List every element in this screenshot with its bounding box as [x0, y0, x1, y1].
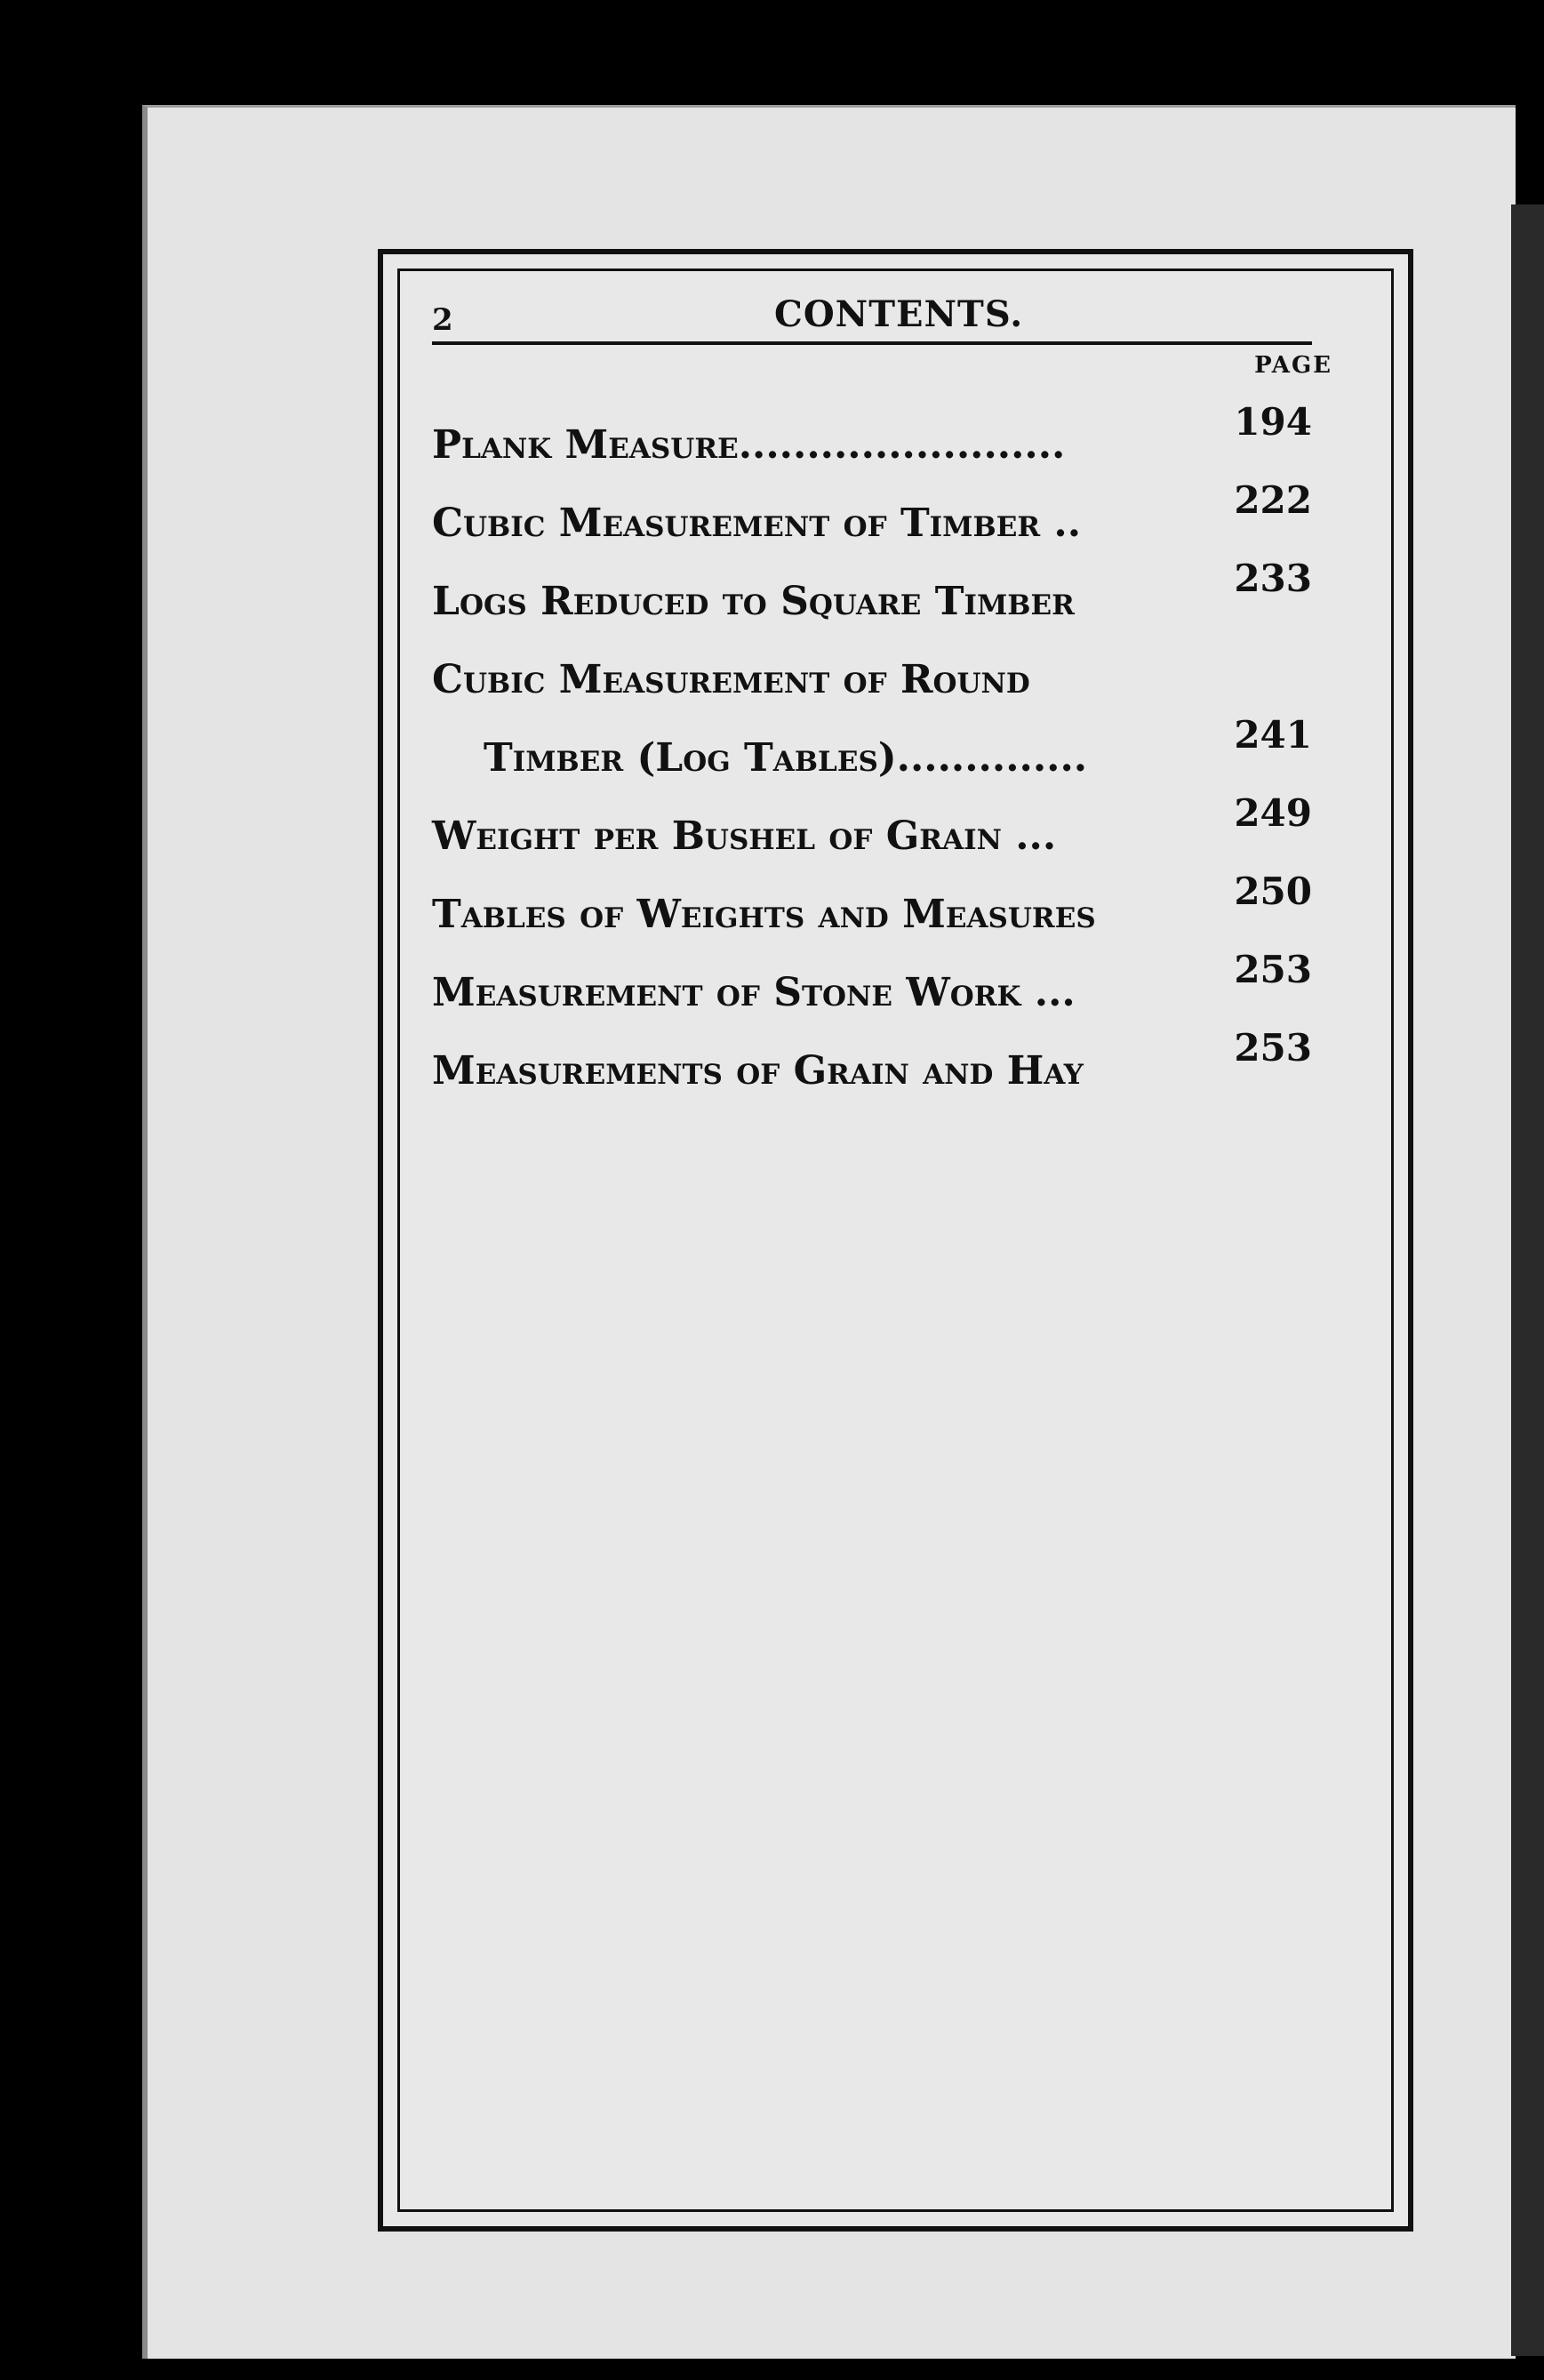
toc-entry-cubic-measurement-timber — [432, 461, 1312, 546]
toc-entry-page: 250 — [1234, 869, 1312, 913]
toc-entry-weight-per-bushel — [432, 774, 1312, 859]
toc-entry-logs-reduced — [432, 540, 1312, 624]
toc-entry-title: Measurements of Grain and Hay — [432, 1048, 1084, 1094]
toc-entry-page: 241 — [1234, 713, 1312, 757]
contents-frame — [378, 249, 1413, 2232]
toc-entry-tables-weights-measures — [432, 853, 1312, 937]
toc-entry-page: 253 — [1234, 1026, 1312, 1070]
toc-entry-title: Weight per Bushel of Grain ... — [432, 813, 1057, 859]
page-number: 2 — [432, 302, 453, 338]
toc-entry-title-line-1: Cubic Measurement of Round — [432, 657, 1030, 702]
toc-entry-page: 249 — [1234, 791, 1312, 835]
toc-entry-title: Plank Measure........................ — [432, 422, 1066, 468]
toc-entry-cubic-measurement-round-timber — [432, 618, 1312, 781]
toc-entry-title: Tables of Weights and Measures — [432, 892, 1096, 937]
toc-entry-grain-and-hay — [432, 1009, 1312, 1094]
page-header — [432, 290, 1312, 345]
toc-entry-stone-work — [432, 931, 1312, 1015]
table-of-contents — [432, 383, 1312, 1094]
toc-entry-page: 222 — [1234, 478, 1312, 522]
toc-entry-plank-measure — [432, 383, 1312, 468]
toc-entry-page: 194 — [1234, 400, 1312, 444]
toc-entry-page: 253 — [1234, 948, 1312, 991]
toc-entry-title: Measurement of Stone Work ... — [432, 970, 1076, 1015]
toc-entry-title: Logs Reduced to Square Timber — [432, 579, 1075, 624]
toc-entry-title: Cubic Measurement of Timber .. — [432, 501, 1082, 546]
page-column-label: PAGE — [1254, 352, 1332, 379]
toc-entry-page: 233 — [1234, 557, 1312, 600]
toc-entry-title-line-2: Timber (Log Tables).............. — [484, 735, 1088, 781]
page-title: CONTENTS. — [774, 293, 1024, 335]
book-spine-edge — [1511, 204, 1544, 2356]
